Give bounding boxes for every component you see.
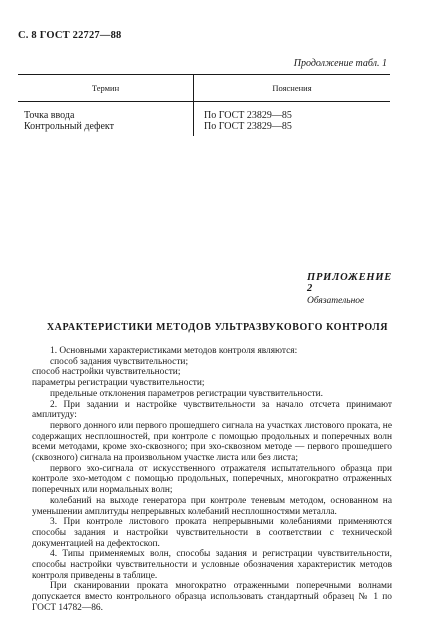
paragraph: предельные отклонения параметров регистрации чувствительности. — [50, 388, 323, 399]
table-continuation-note: Продолжение табл. 1 — [293, 58, 387, 69]
section-title: ХАРАКТЕРИСТИКИ МЕТОДОВ УЛЬТРАЗВУКОВОГО КОНТРОЛЯ — [46, 322, 389, 333]
paragraph: 1. Основными характеристиками методов контроля являются: — [50, 346, 298, 356]
table-body — [18, 102, 390, 136]
explanation-cell — [193, 102, 390, 136]
paragraph: первого эхо-сигнала от искусственного отражателя испытательного образца при контроле эхо-методом с помощью продольных, поперечных, многократно отраженных поперечных или нормальных волн; — [32, 463, 392, 496]
term-cell — [18, 102, 193, 136]
paragraph: способ задания чувствительности; — [50, 356, 189, 367]
column-header-term: Термин — [91, 83, 120, 93]
paragraph: первого донного или первого прошедшего сигнала на участках листового проката, не содержащих несплошностей, при контроле с помощью продольных и поперечных волн всеми методами, кроме эхо-сквозного; при эхо-сквозном методе — первого прошедшего (сквозного) сигнала на произвольном участке листа или без листа; — [32, 420, 392, 464]
paragraph: способ настройки чувствительности; — [32, 367, 181, 378]
table-header-row — [18, 75, 390, 102]
paragraph: параметры регистрации чувствительности; — [32, 378, 205, 389]
appendix-title: ПРИЛОЖЕНИЕ 2 — [307, 272, 393, 294]
column-header-explanation: Пояснения — [193, 75, 390, 101]
table-row-term: Точка ввода — [24, 110, 75, 121]
terms-table — [18, 74, 390, 136]
paragraph: 3. При контроле листового проката непрерывными колебаниями применяются способы задания и настройки чувствительности в соответствии с технической документацией на дефектоскоп. — [32, 517, 392, 549]
paragraph: 4. Типы применяемых волн, способы задания и регистрации чувствительности, способы настройки чувствительности и условные обозначения характеристик методов контроля приведены в таблице. — [32, 549, 392, 581]
paragraph: колебаний на выходе генератора при контроле теневым методом, основанном на уменьшении амплитуды непрерывных колебаний несплошностями металла. — [32, 495, 392, 517]
page-header: С. 8 ГОСТ 22727—88 — [18, 30, 122, 41]
table-row-explanation: По ГОСТ 23829—85 — [204, 110, 292, 121]
paragraph: При сканировании проката многократно отраженными поперечными волнами допускается вместо контрольного образца использовать стандартный образец № 1 по ГОСТ 14782—86. — [32, 581, 392, 613]
appendix-status: Обязательное — [307, 296, 365, 306]
table-row-term: Контрольный дефект — [24, 120, 115, 132]
appendix-block — [307, 272, 393, 306]
body-text — [32, 346, 392, 614]
paragraph: 2. При задании и настройке чувствительности за начало отсчета принимают амплитуду: — [32, 399, 392, 421]
table-row-explanation: По ГОСТ 23829—85 — [204, 120, 292, 132]
